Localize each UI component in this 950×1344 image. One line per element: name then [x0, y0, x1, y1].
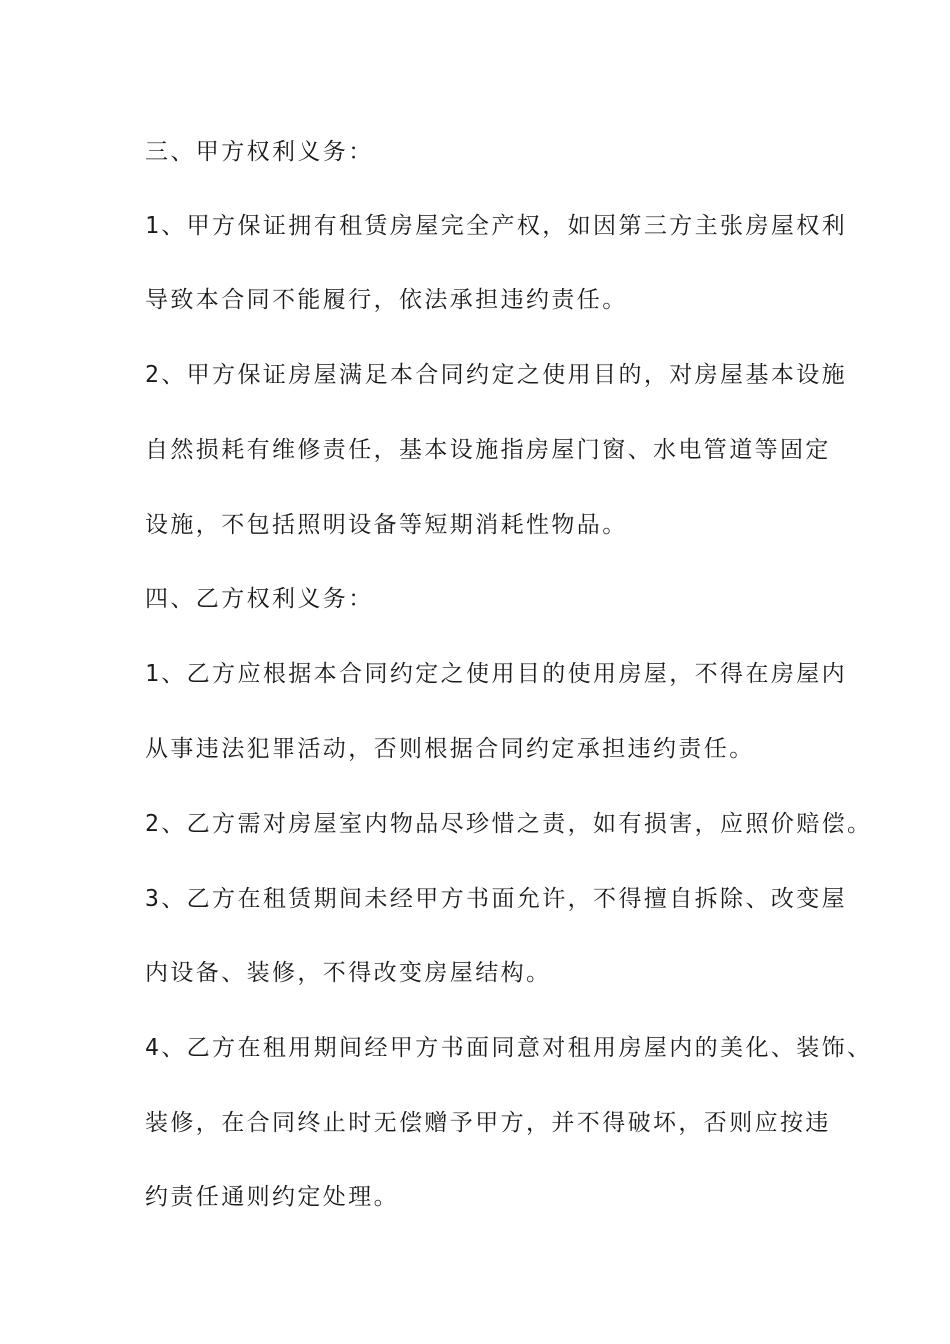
text-line: 从事违法犯罪活动，否则根据合同约定承担违约责任。: [145, 736, 755, 762]
text-line: 自然损耗有维修责任，基本设施指房屋门窗、水电管道等固定: [145, 437, 831, 463]
text-line: 约责任通则约定处理。: [145, 1184, 399, 1210]
text-line: 内设备、装修，不得改变房屋结构。: [145, 960, 552, 986]
text-line: 1、甲方保证拥有租赁房屋完全产权，如因第三方主张房屋权利: [145, 213, 848, 239]
text-line: 1、乙方应根据本合同约定之使用目的使用房屋，不得在房屋内: [145, 661, 848, 687]
text-line: 导致本合同不能履行，依法承担违约责任。: [145, 287, 628, 313]
text-line: 2、甲方保证房屋满足本合同约定之使用目的，对房屋基本设施: [145, 362, 848, 388]
text-line: 3、乙方在租赁期间未经甲方书面允许，不得擅自拆除、改变屋: [145, 886, 848, 912]
text-line: 4、乙方在租用期间经甲方书面同意对租用房屋内的美化、装饰、: [145, 1035, 873, 1061]
section-heading-party-a: 三、甲方权利义务：: [145, 139, 374, 165]
text-line: 2、乙方需对房屋室内物品尽珍惜之责，如有损害，应照价赔偿。: [145, 811, 873, 837]
section-heading-party-b: 四、乙方权利义务：: [145, 586, 374, 612]
text-line: 装修，在合同终止时无偿赠予甲方，并不得破坏，否则应按违: [145, 1110, 831, 1136]
text-line: 设施，不包括照明设备等短期消耗性物品。: [145, 512, 628, 538]
